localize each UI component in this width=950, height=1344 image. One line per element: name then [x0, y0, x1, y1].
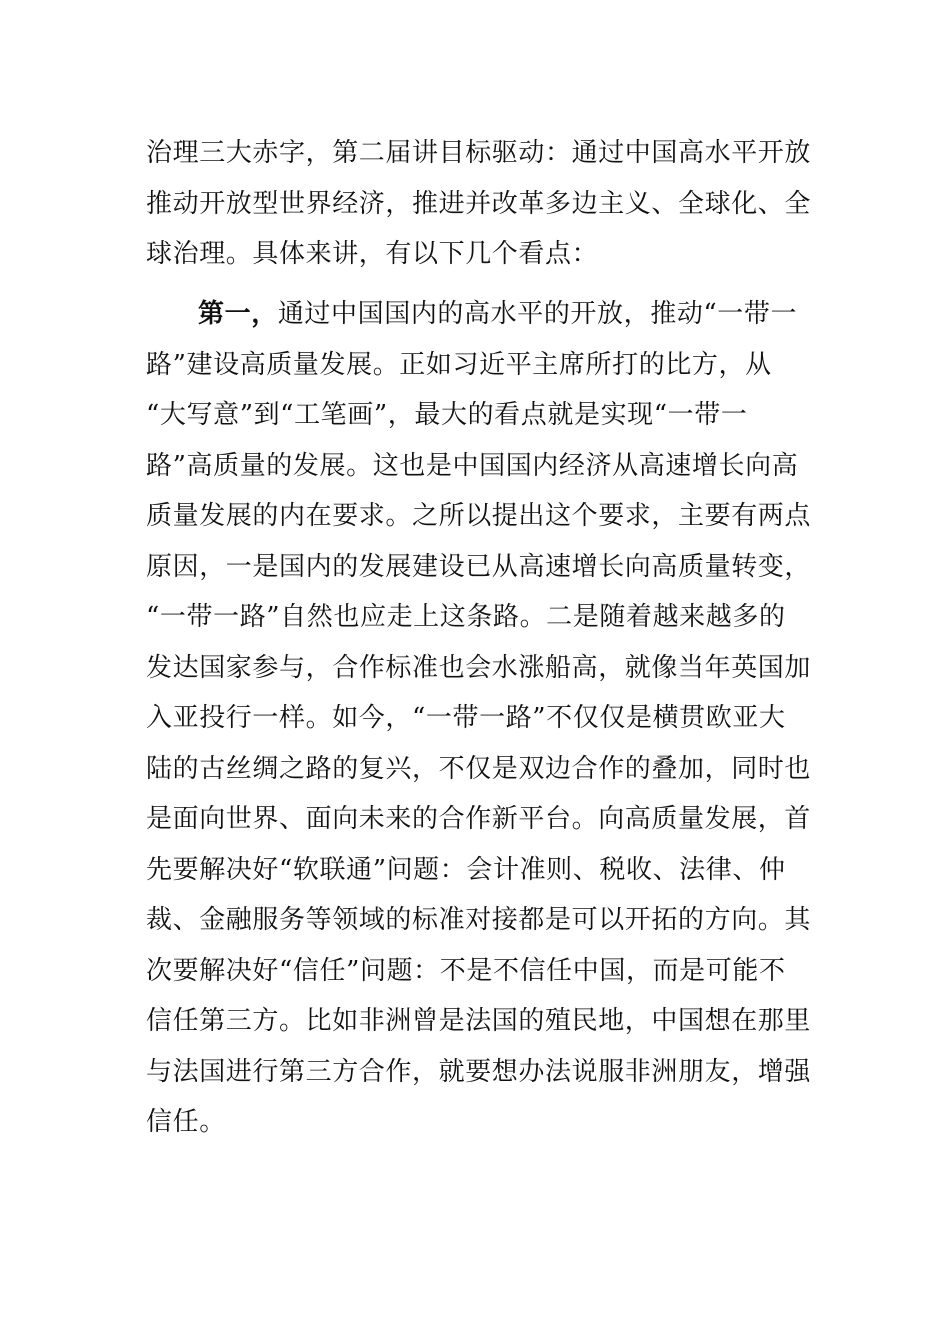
paragraph-first-point — [146, 289, 812, 1148]
text-line: 球治理。具体来讲，有以下几个看点： — [146, 239, 599, 269]
text-line: 发达国家参与，合作标准也会水涨船高，就像当年英国加 — [146, 652, 812, 683]
text-line: 治理三大赤字，第二届讲目标驱动：通过中国高水平开放 — [146, 138, 812, 168]
paragraph-intro — [146, 128, 812, 280]
text-line: 是面向世界、面向未来的合作新平台。向高质量发展，首 — [146, 804, 812, 834]
text-line: 入亚投行一样。如今，“一带一路”不仅仅是横贯欧亚大 — [146, 703, 786, 733]
text-line: 陆的古丝绸之路的复兴，不仅是双边合作的叠加，同时也 — [146, 753, 812, 784]
text-line: 路”高质量的发展。这也是中国国内经济从高速增长向高 — [146, 450, 799, 481]
text-line: 质量发展的内在要求。之所以提出这个要求，主要有两点 — [146, 501, 812, 531]
text-line: 次要解决好“信任”问题：不是不信任中国，而是可能不 — [146, 955, 786, 986]
text-line: 与法国进行第三方合作，就要想办法说服非洲朋友，增强 — [146, 1056, 812, 1087]
text-line: 推动开放型世界经济，推进并改革多边主义、全球化、全 — [146, 188, 812, 219]
text-line: “大写意”到“工笔画”，最大的看点就是实现“一带一 — [146, 400, 748, 430]
text-line: 路”建设高质量发展。正如习近平主席所打的比方，从 — [146, 349, 772, 380]
text-line: 裁、金融服务等领域的标准对接都是可以开拓的方向。其 — [146, 905, 812, 935]
text-line: 先要解决好“软联通”问题：会计准则、税收、法律、仲 — [146, 854, 786, 885]
text-line: 信任。 — [146, 1107, 226, 1137]
text-line: “一带一路”自然也应走上这条路。二是随着越来越多的 — [146, 602, 786, 632]
text-line — [146, 289, 798, 340]
text-line: 信任第三方。比如非洲曾是法国的殖民地，中国想在那里 — [146, 1006, 812, 1036]
text-line: 原因，一是国内的发展建设已从高速增长向高质量转变， — [146, 551, 812, 582]
point-lead: 第一， — [198, 299, 278, 329]
text-line-rest: 通过中国国内的高水平的开放，推动“一带一 — [277, 299, 798, 329]
